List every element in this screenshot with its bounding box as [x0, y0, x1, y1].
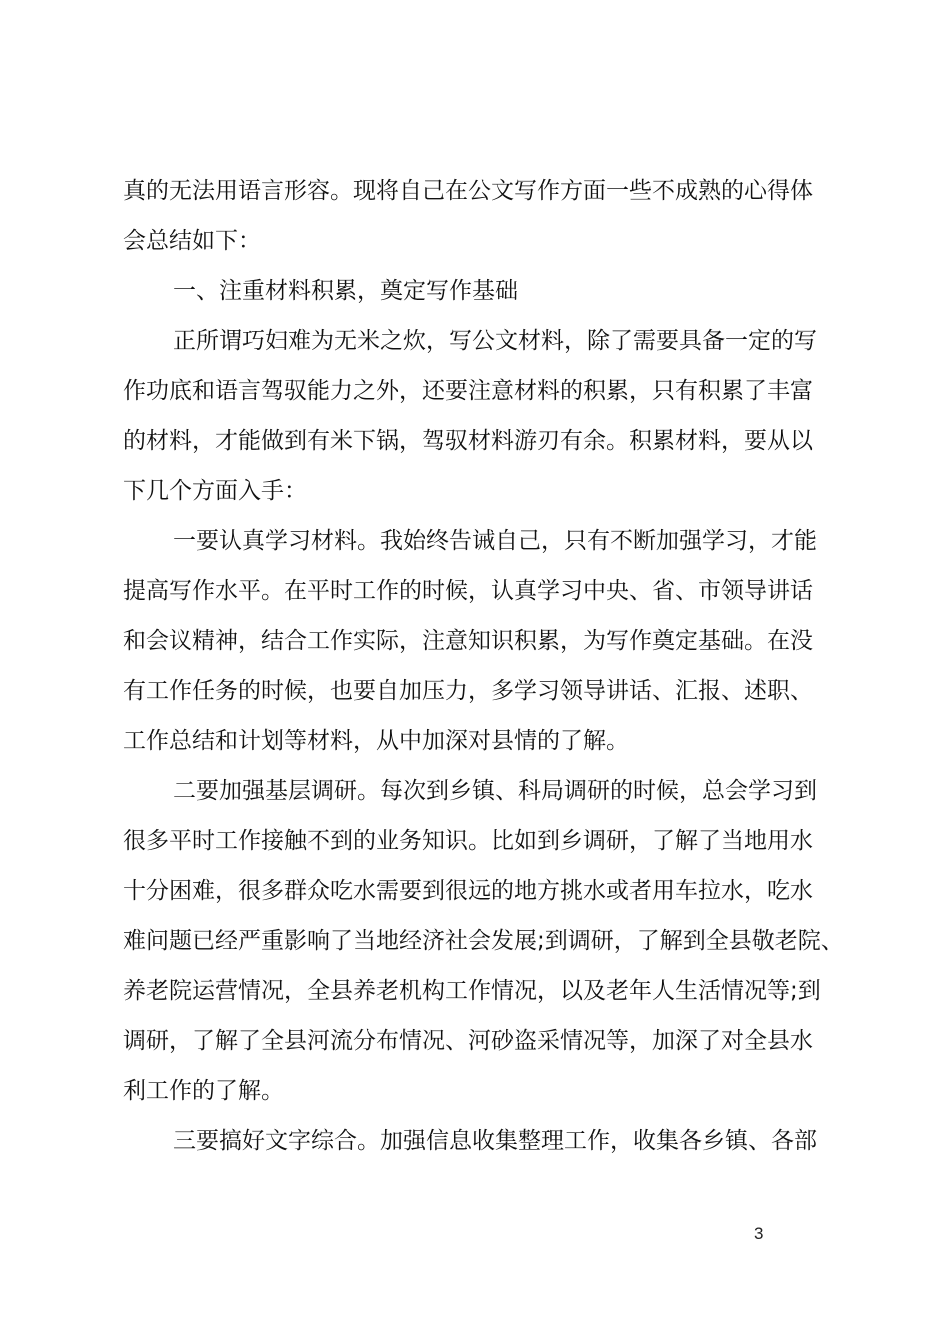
body-text [123, 166, 844, 1166]
text-line: 下几个方面入手： [123, 478, 307, 504]
text-line: 的材料，才能做到有米下锅，驾驭材料游刃有余。积累材料，要从以 [123, 428, 813, 454]
text-line: 调研，了解了全县河流分布情况、河砂盗采情况等，加深了对全县水 [123, 1028, 813, 1054]
text-line: 利工作的了解。 [123, 1078, 284, 1104]
page-number: 3 [754, 1224, 764, 1243]
text-line: 养老院运营情况，全县养老机构工作情况，以及老年人生活情况等;到 [123, 978, 821, 1004]
text-line: 正所谓巧妇难为无米之炊，写公文材料，除了需要具备一定的写 [173, 328, 817, 354]
text-line: 二要加强基层调研。每次到乡镇、科局调研的时候，总会学习到 [173, 778, 817, 804]
section-heading: 一、注重材料积累，奠定写作基础 [173, 278, 518, 304]
text-line: 工作总结和计划等材料，从中加深对县情的了解。 [123, 728, 629, 754]
text-line: 一要认真学习材料。我始终告诫自己，只有不断加强学习，才能 [173, 528, 817, 554]
text-line: 提高写作水平。在平时工作的时候，认真学习中央、省、市领导讲话 [123, 578, 813, 604]
text-line: 真的无法用语言形容。现将自己在公文写作方面一些不成熟的心得体 [123, 178, 813, 204]
text-line: 会总结如下： [123, 228, 261, 254]
text-line: 和会议精神，结合工作实际，注意知识积累，为写作奠定基础。在没 [123, 628, 813, 654]
text-line: 作功底和语言驾驭能力之外，还要注意材料的积累，只有积累了丰富 [123, 378, 813, 404]
text-line: 有工作任务的时候，也要自加压力，多学习领导讲话、汇报、述职、 [123, 678, 813, 704]
text-line: 很多平时工作接触不到的业务知识。比如到乡调研，了解了当地用水 [123, 828, 813, 854]
text-line: 十分困难，很多群众吃水需要到很远的地方挑水或者用车拉水，吃水 [123, 878, 813, 904]
text-line: 难问题已经严重影响了当地经济社会发展;到调研，了解到全县敬老院、 [123, 928, 844, 954]
text-line: 三要搞好文字综合。加强信息收集整理工作，收集各乡镇、各部 [173, 1128, 817, 1154]
